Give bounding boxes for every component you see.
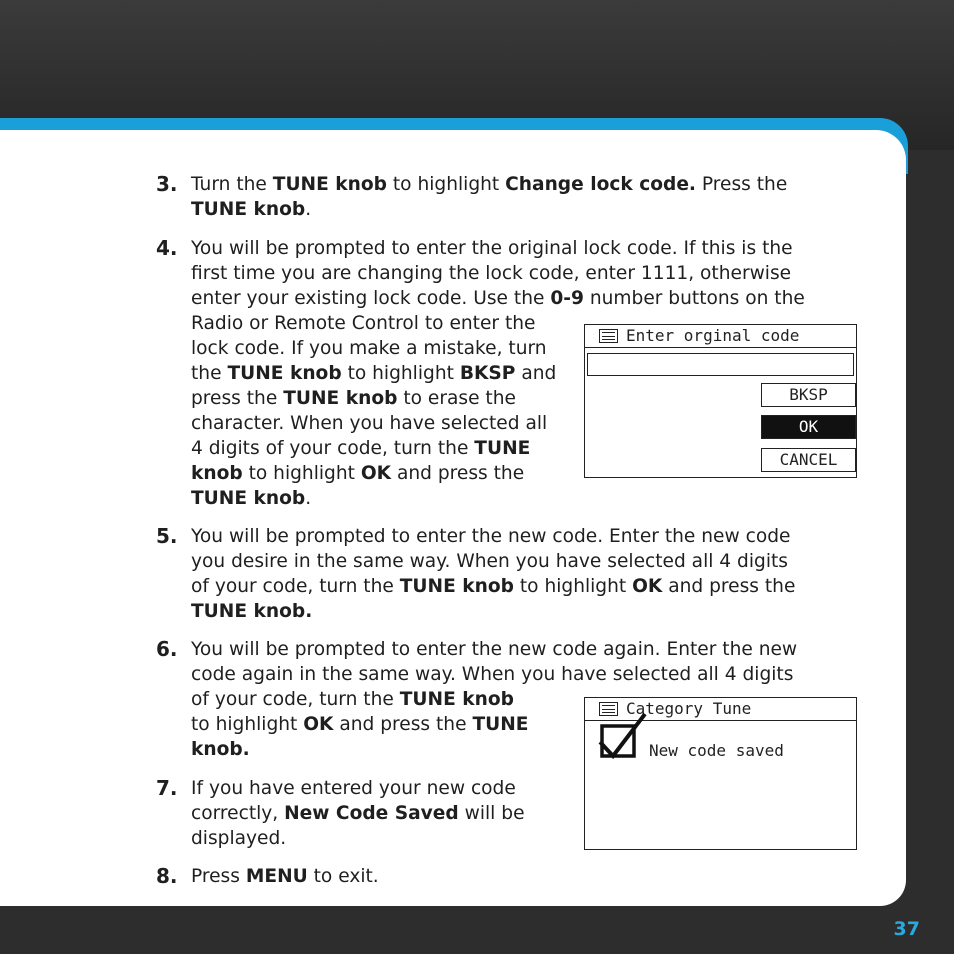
ok-button[interactable]: OK — [761, 415, 856, 439]
bold-term: TUNE knob — [283, 388, 398, 409]
screen-title: Enter orginal code — [626, 326, 800, 345]
list-icon — [599, 329, 618, 343]
step-5-text: You will be prompted to enter the new code. Enter the new code you desire in the same way. When you have selected all 4 digits of your code, turn the TUNE knob to highlight OK and press the TUNE knob. — [191, 526, 796, 622]
step-number-4: 4. — [156, 236, 178, 260]
bold-term: TUNE knob — [272, 174, 387, 195]
bold-term: knob — [191, 463, 243, 484]
step-8-text: Press MENU to exit. — [191, 866, 379, 887]
step-4-text: You will be prompted to enter the original lock code. If this is the first time you are changing the lock code, enter 1111, otherwise enter your existing lock code. Use the 0-9 number buttons on the Radio or Remote Control to enter the lock code. If you make a mistake, turn the TUNE knob to highlight BKSP and press the TUNE knob to erase the character. When you have selected all 4 digits of your code, turn the TUNE knob to highlight OK and press the TUNE knob. — [191, 238, 805, 509]
bold-term: OK — [360, 463, 392, 484]
saved-message: New code saved — [649, 741, 784, 760]
bold-term: knob. — [191, 739, 250, 760]
bold-term: TUNE knob — [191, 199, 306, 220]
code-entry-field[interactable] — [587, 353, 854, 376]
bold-term: TUNE — [474, 438, 531, 459]
bold-term: TUNE knob — [191, 488, 306, 509]
step-3-text: Turn the TUNE knob to highlight Change lock code. Press the TUNE knob. — [191, 174, 788, 220]
bksp-button[interactable]: BKSP — [761, 383, 856, 407]
page-number: 37 — [893, 918, 920, 940]
step-number-6: 6. — [156, 637, 178, 661]
step-6-text: You will be prompted to enter the new code again. Enter the new code again in the same way. When you have selected all 4 digits of your code, turn the TUNE knob to highlight OK and press the TUNE knob. — [191, 639, 798, 760]
bold-term: TUNE knob — [399, 576, 514, 597]
bold-term: Change lock code. — [505, 174, 696, 195]
code-saved-screen — [584, 697, 857, 850]
step-number-5: 5. — [156, 524, 178, 548]
bold-term: TUNE knob — [227, 363, 342, 384]
step-number-8: 8. — [156, 864, 178, 888]
screen-title-bar — [585, 325, 856, 348]
screen-title: Category Tune — [626, 699, 752, 718]
step-7-text: If you have entered your new code correctly, New Code Saved will be displayed. — [191, 778, 525, 849]
bold-term: MENU — [245, 866, 308, 887]
lock-code-entry-screen — [584, 324, 857, 478]
bold-term: BKSP — [459, 363, 516, 384]
bold-term: OK — [632, 576, 663, 597]
step-number-7: 7. — [156, 776, 178, 800]
bold-term: TUNE knob. — [191, 601, 313, 622]
bold-term: OK — [303, 714, 334, 735]
bold-term: TUNE knob — [399, 689, 514, 710]
bold-term: New Code Saved — [284, 803, 459, 824]
step-number-3: 3. — [156, 172, 178, 196]
cancel-button[interactable]: CANCEL — [761, 448, 856, 472]
bold-term: 0-9 — [550, 288, 584, 309]
bold-term: TUNE — [472, 714, 529, 735]
checkmark-icon — [597, 712, 647, 762]
